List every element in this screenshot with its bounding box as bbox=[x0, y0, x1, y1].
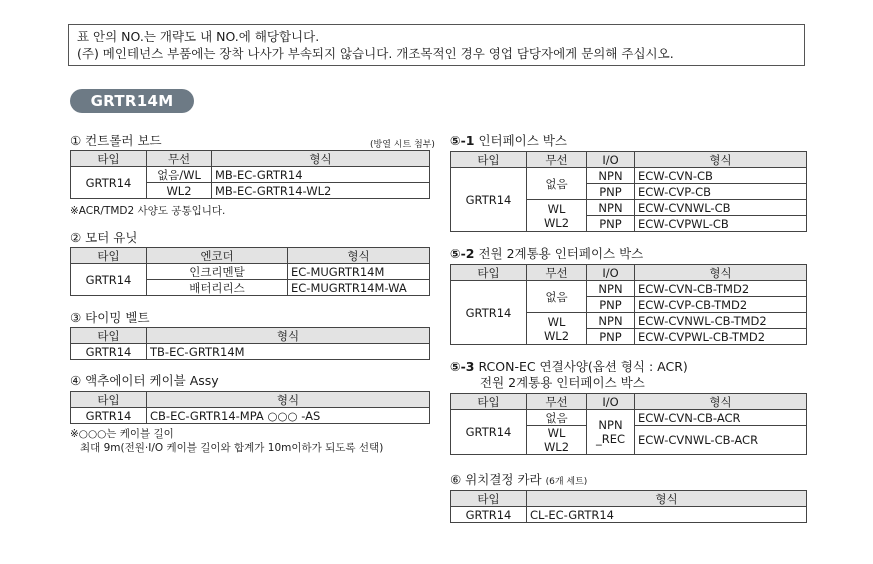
notice-line-1: 표 안의 NO.는 개략도 내 NO.에 해당합니다. bbox=[77, 29, 320, 44]
table-header-row bbox=[71, 248, 430, 264]
form-cell: ECW-CVP-CB bbox=[635, 184, 807, 200]
table-row bbox=[71, 264, 430, 280]
section-6-side-note: (6개 세트) bbox=[545, 477, 588, 487]
type-cell: GRTR14 bbox=[71, 264, 147, 296]
wireless-cell: 없음 bbox=[527, 168, 587, 200]
table-row bbox=[451, 410, 807, 426]
table-row bbox=[71, 167, 430, 183]
form-cell: ECW-CVN-CB bbox=[635, 168, 807, 184]
header-type: 타입 bbox=[451, 265, 527, 281]
header-form: 형식 bbox=[635, 394, 807, 410]
type-cell: GRTR14 bbox=[451, 410, 527, 455]
header-form: 형식 bbox=[212, 151, 430, 167]
wireless-cell bbox=[527, 313, 587, 345]
header-form: 형식 bbox=[635, 265, 807, 281]
header-io: I/O bbox=[587, 394, 635, 410]
header-type: 타입 bbox=[451, 491, 527, 507]
section-1-note: ※ACR/TMD2 사양도 공통입니다. bbox=[70, 205, 226, 217]
io-cell: PNP bbox=[587, 297, 635, 313]
notice-box bbox=[68, 24, 805, 66]
table-header-row bbox=[451, 265, 807, 281]
form-cell: MB-EC-GRTR14-WL2 bbox=[212, 183, 430, 199]
section-4-note-2: 최대 9m(전원·I/O 케이블 길이와 합계가 10m이하가 되도록 선택) bbox=[80, 442, 384, 454]
form-cell: CB-EC-GRTR14-MPA ○○○ -AS bbox=[147, 408, 430, 424]
table-row bbox=[451, 281, 807, 297]
form-cell: ECW-CVNWL-CB-ACR bbox=[635, 426, 807, 455]
form-cell: EC-MUGRTR14M-WA bbox=[288, 280, 430, 296]
section-1-title bbox=[70, 133, 162, 149]
form-cell: CL-EC-GRTR14 bbox=[527, 507, 807, 523]
section-6-title-text: ⑥ 위치결정 카라 bbox=[450, 472, 542, 487]
table-header-row bbox=[451, 394, 807, 410]
timing-belt-table bbox=[70, 327, 430, 360]
header-form: 형식 bbox=[527, 491, 807, 507]
header-form: 형식 bbox=[147, 328, 430, 344]
io-line-2: _REC bbox=[595, 432, 626, 446]
wireless-line-2: WL2 bbox=[543, 328, 570, 343]
header-wireless: 무선 bbox=[527, 394, 587, 410]
header-type: 타입 bbox=[71, 392, 147, 408]
wireless-line-1: WL bbox=[547, 314, 566, 329]
form-cell: ECW-CVNWL-CB-TMD2 bbox=[635, 313, 807, 329]
header-type: 타입 bbox=[451, 394, 527, 410]
encoder-cell: 배터리리스 bbox=[147, 280, 288, 296]
notice-line-2: (주) 메인테넌스 부품에는 장착 나사가 부속되지 않습니다. 개조목적인 경우 영업 담당자에게 문의해 주십시오. bbox=[77, 46, 674, 61]
controller-board-table bbox=[70, 150, 430, 199]
io-line-1: NPN bbox=[598, 418, 623, 432]
header-form: 형식 bbox=[635, 152, 807, 168]
header-encoder: 엔코더 bbox=[147, 248, 288, 264]
header-wireless: 무선 bbox=[527, 152, 587, 168]
wireless-cell: 없음 bbox=[527, 281, 587, 313]
section-5-1-number: ⑤-1 bbox=[450, 133, 475, 148]
header-type: 타입 bbox=[71, 151, 147, 167]
type-cell: GRTR14 bbox=[451, 168, 527, 232]
section-5-3-title-line-1: RCON-EC 연결사양(옵션 형식 : ACR) bbox=[474, 359, 688, 374]
table-row bbox=[451, 507, 807, 523]
wireless-cell: 없음/WL bbox=[147, 167, 212, 183]
section-4-title: ④ 액추에이터 케이블 Assy bbox=[70, 373, 219, 388]
header-wireless: 무선 bbox=[147, 151, 212, 167]
io-cell: NPN bbox=[587, 168, 635, 184]
io-cell: PNP bbox=[587, 329, 635, 345]
type-cell: GRTR14 bbox=[71, 408, 147, 424]
section-5-2-title-text: 전원 2계통용 인터페이스 박스 bbox=[474, 246, 644, 261]
motor-unit-table bbox=[70, 247, 430, 296]
table-header-row bbox=[71, 151, 430, 167]
type-cell: GRTR14 bbox=[451, 507, 527, 523]
model-badge: GRTR14M bbox=[70, 89, 194, 113]
rcon-interface-box-table bbox=[450, 393, 807, 455]
header-type: 타입 bbox=[71, 328, 147, 344]
section-5-3-subtitle: 전원 2계통용 인터페이스 박스 bbox=[480, 375, 645, 390]
header-form: 형식 bbox=[147, 392, 430, 408]
actuator-cable-table bbox=[70, 391, 430, 424]
dual-power-interface-box-table bbox=[450, 264, 807, 345]
table-row bbox=[71, 344, 430, 360]
form-cell: ECW-CVN-CB-ACR bbox=[635, 410, 807, 426]
section-6-title bbox=[450, 472, 587, 490]
io-cell: NPN bbox=[587, 313, 635, 329]
header-type: 타입 bbox=[71, 248, 147, 264]
form-cell: ECW-CVPWL-CB bbox=[635, 216, 807, 232]
type-cell: GRTR14 bbox=[451, 281, 527, 345]
section-5-2-title bbox=[450, 246, 643, 262]
section-1-title-text: ① 컨트롤러 보드 bbox=[70, 133, 162, 148]
table-header-row bbox=[451, 152, 807, 168]
wireless-line-1: WL bbox=[547, 426, 566, 440]
wireless-cell: WL2 bbox=[147, 183, 212, 199]
form-cell: ECW-CVP-CB-TMD2 bbox=[635, 297, 807, 313]
wireless-cell bbox=[527, 426, 587, 455]
header-form: 형식 bbox=[288, 248, 430, 264]
form-cell: TB-EC-GRTR14M bbox=[147, 344, 430, 360]
wireless-cell: 없음 bbox=[527, 410, 587, 426]
table-row bbox=[451, 168, 807, 184]
type-cell: GRTR14 bbox=[71, 167, 147, 199]
header-io: I/O bbox=[587, 265, 635, 281]
header-wireless: 무선 bbox=[527, 265, 587, 281]
section-2-title: ② 모터 유닛 bbox=[70, 230, 138, 245]
header-type: 타입 bbox=[451, 152, 527, 168]
form-cell: ECW-CVPWL-CB-TMD2 bbox=[635, 329, 807, 345]
section-4-note-1: ※○○○는 케이블 길이 bbox=[70, 428, 174, 440]
table-header-row bbox=[71, 392, 430, 408]
section-5-3-number: ⑤-3 bbox=[450, 359, 475, 374]
section-5-3-title bbox=[450, 359, 688, 375]
io-cell: NPN bbox=[587, 200, 635, 216]
section-5-1-title-text: 인터페이스 박스 bbox=[474, 133, 567, 148]
interface-box-table bbox=[450, 151, 807, 232]
io-cell: PNP bbox=[587, 184, 635, 200]
wireless-line-2: WL2 bbox=[543, 440, 570, 454]
section-1-side-note-text: (방열 시트 첨부) bbox=[370, 140, 435, 150]
wireless-cell bbox=[527, 200, 587, 232]
section-3-title: ③ 타이밍 벨트 bbox=[70, 310, 150, 325]
wireless-line-2: WL2 bbox=[543, 215, 570, 230]
positioning-collar-table bbox=[450, 490, 807, 523]
section-5-1-title bbox=[450, 133, 567, 149]
table-header-row bbox=[451, 491, 807, 507]
encoder-cell: 인크리멘탈 bbox=[147, 264, 288, 280]
wireless-line-1: WL bbox=[547, 201, 566, 216]
form-cell: EC-MUGRTR14M bbox=[288, 264, 430, 280]
io-cell bbox=[587, 410, 635, 455]
type-cell: GRTR14 bbox=[71, 344, 147, 360]
section-5-2-number: ⑤-2 bbox=[450, 246, 475, 261]
table-row bbox=[71, 408, 430, 424]
io-cell: PNP bbox=[587, 216, 635, 232]
table-header-row bbox=[71, 328, 430, 344]
form-cell: MB-EC-GRTR14 bbox=[212, 167, 430, 183]
form-cell: ECW-CVNWL-CB bbox=[635, 200, 807, 216]
header-io: I/O bbox=[587, 152, 635, 168]
io-cell: NPN bbox=[587, 281, 635, 297]
form-cell: ECW-CVN-CB-TMD2 bbox=[635, 281, 807, 297]
